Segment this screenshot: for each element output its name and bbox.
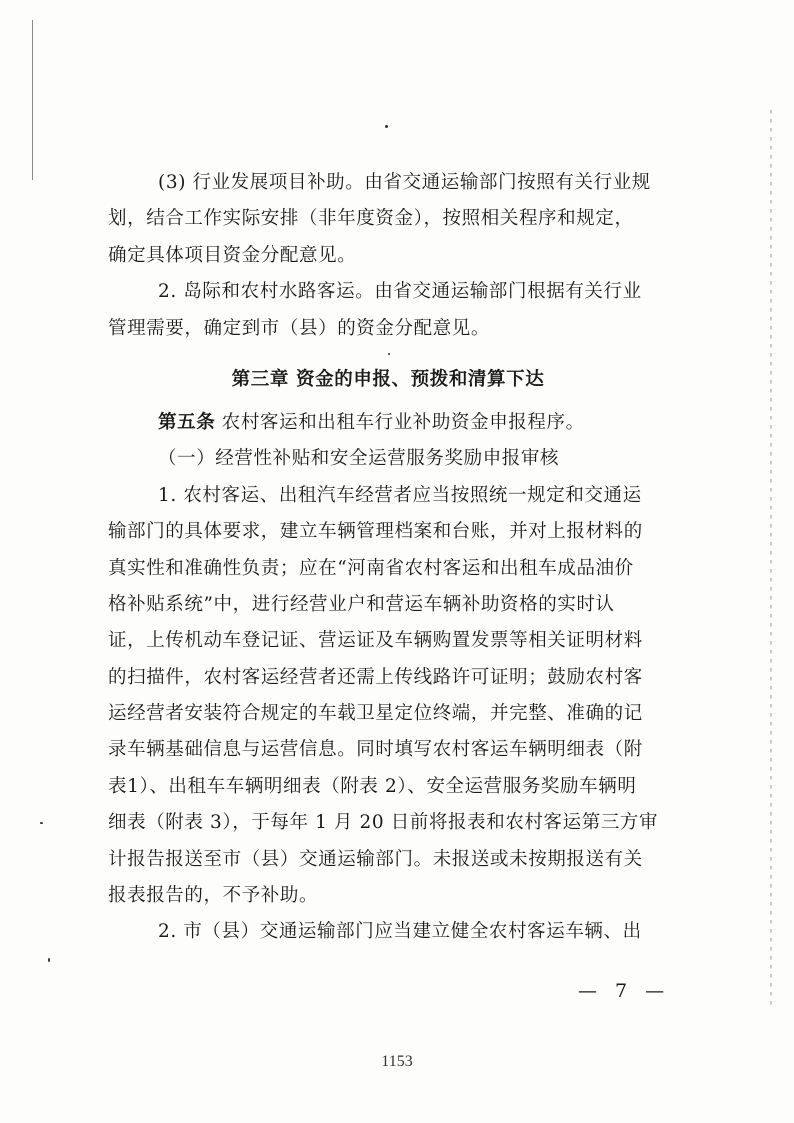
paragraph-line: 报表报告的，不予补助。 bbox=[108, 885, 319, 907]
paragraph-line: (3) 行业发展项目补助。由省交通运输部门按照有关行业规 bbox=[158, 172, 651, 193]
article-label: 第五条 bbox=[158, 411, 216, 433]
scan-speck bbox=[40, 822, 43, 824]
paragraph-line: 真实性和准确性负责；应在“河南省农村客运和出租车成品油价 bbox=[108, 557, 634, 579]
paragraph-line: 的扫描件，农村客运经营者还需上传线路许可证明；鼓励农村客 bbox=[108, 666, 643, 688]
scan-speck bbox=[48, 958, 50, 962]
paragraph-line: 计报告报送至市（县）交通运输部门。未报送或未按期报送有关 bbox=[108, 848, 643, 870]
chapter-heading: 第三章 资金的申报、预拨和清算下达 bbox=[231, 368, 545, 390]
paragraph-line: 运经营者安装符合规定的车载卫星定位终端，并完整、准确的记 bbox=[108, 703, 643, 725]
paragraph-line: 确定具体项目资金分配意见。 bbox=[108, 244, 357, 266]
scan-speck bbox=[385, 125, 388, 128]
paragraph-line: 输部门的具体要求，建立车辆管理档案和台账，并对上报材料的 bbox=[108, 521, 643, 543]
paragraph-line: 表1）、出租车车辆明细表（附表 2）、安全运营服务奖励车辆明 bbox=[108, 775, 637, 797]
article-text: 农村客运和出租车行业补助资金申报程序。 bbox=[215, 411, 585, 433]
scan-margin-line bbox=[32, 20, 33, 180]
page-number: — 7 — bbox=[578, 980, 671, 1002]
paragraph-line: 格补贴系统”中，进行经营业户和营运车辆补助资格的实时认 bbox=[108, 593, 615, 615]
document-page-number: 1153 bbox=[381, 1053, 413, 1070]
paragraph-line: 划，结合工作实际安排（非年度资金），按照相关程序和规定， bbox=[108, 208, 634, 230]
paragraph-line: 2. 岛际和农村水路客运。由省交通运输部门根据有关行业 bbox=[158, 281, 642, 303]
subsection-title: （一）经营性补贴和安全运营服务奖励申报审核 bbox=[158, 448, 560, 470]
document-body bbox=[108, 165, 668, 951]
paragraph-line: 1. 农村客运、出租汽车经营者应当按照统一规定和交通运 bbox=[158, 484, 642, 506]
paragraph-line: 管理需要，确定到市（县）的资金分配意见。 bbox=[108, 317, 491, 339]
article-line bbox=[108, 405, 668, 441]
paragraph-line: 2. 市（县）交通运输部门应当建立健全农村客运车辆、出 bbox=[158, 921, 642, 943]
paragraph-line: 录车辆基础信息与运营信息。同时填写农村客运车辆明细表（附 bbox=[108, 739, 643, 761]
paragraph-line: 细表（附表 3），于每年 1 月 20 日前将报表和农村客运第三方审 bbox=[108, 812, 659, 834]
paragraph-line: 证，上传机动车登记证、营运证及车辆购置发票等相关证明材料 bbox=[108, 630, 643, 652]
scan-edge-artifact bbox=[770, 110, 772, 1010]
